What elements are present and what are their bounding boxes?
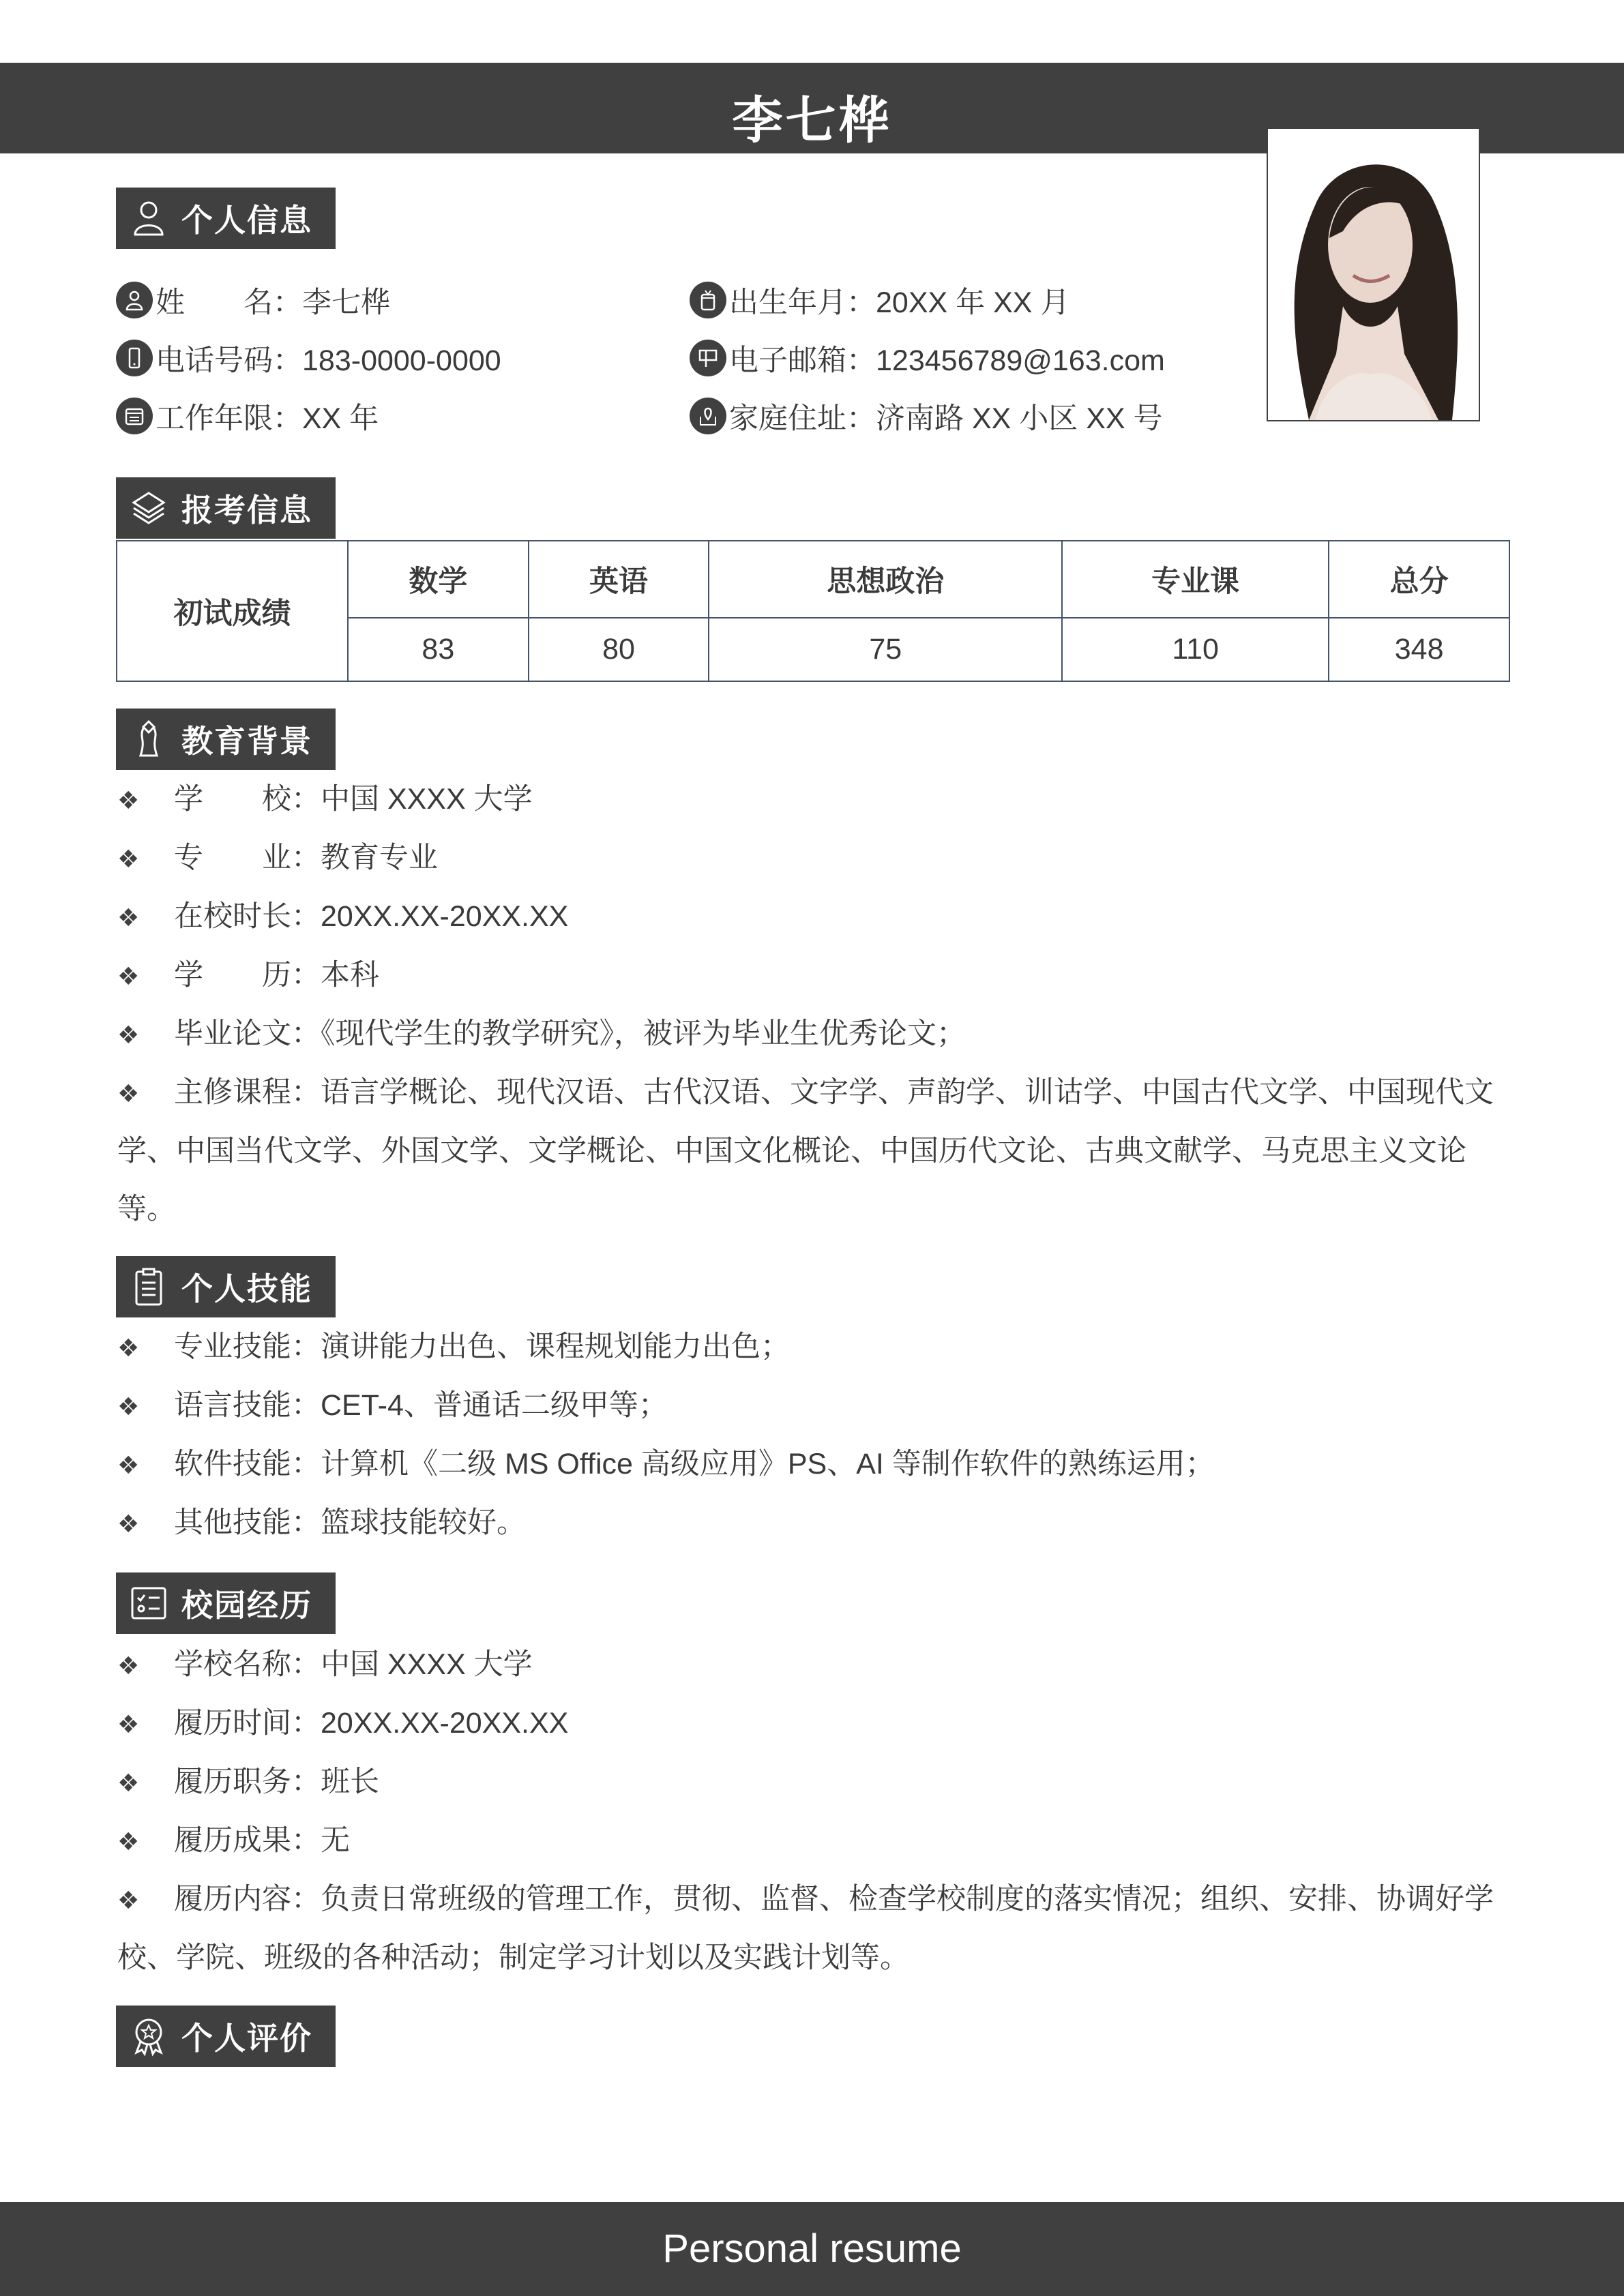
footer-text: Personal resume <box>662 2226 962 2271</box>
resume-name: 李七桦 <box>732 92 892 149</box>
list-item-text: 履历职务：班长 <box>174 1765 379 1798</box>
section-title: 教育背景 <box>181 724 312 759</box>
bullet-icon: ❖ <box>117 1021 140 1049</box>
exam-score-table <box>116 540 1510 682</box>
score-cell: 80 <box>529 618 709 681</box>
award-icon <box>128 2016 169 2057</box>
section-personal-info <box>116 188 336 249</box>
list-item <box>117 829 1502 888</box>
section-evaluation <box>116 2006 336 2067</box>
bullet-icon: ❖ <box>117 962 140 990</box>
checklist-icon <box>128 1583 169 1624</box>
list-item <box>117 946 1502 1005</box>
list-item-text: 专 业：教育专业 <box>174 841 438 874</box>
info-text: 电话号码：183-0000-0000 <box>156 344 501 377</box>
info-text: 家庭住址：济南路 XX 小区 XX 号 <box>729 402 1163 435</box>
list-item <box>117 1636 1502 1695</box>
list-item-text: 学 校：中国 XXXX 大学 <box>174 783 533 816</box>
graduate-icon <box>128 719 169 760</box>
gift-icon <box>690 282 726 318</box>
info-birth <box>690 280 1069 320</box>
list-item <box>117 1064 1502 1238</box>
bullet-icon: ❖ <box>117 1392 140 1420</box>
bullet-icon: ❖ <box>117 1710 140 1738</box>
subject-header: 总分 <box>1329 541 1509 618</box>
list-item-text: 毕业论文：《现代学生的教学研究》，被评为毕业生优秀论文； <box>174 1017 966 1050</box>
footer-bar <box>0 2202 1624 2296</box>
layers-icon <box>128 488 169 528</box>
list-item <box>117 1695 1502 1753</box>
list-item <box>117 1753 1502 1812</box>
section-title: 个人评价 <box>181 2021 312 2056</box>
section-exam-info <box>116 477 336 539</box>
list-item <box>117 1812 1502 1870</box>
info-text: 工作年限：XX 年 <box>156 402 379 435</box>
list-item-text: 软件技能：计算机《二级 MS Office 高级应用》PS、AI 等制作软件的熟练运用； <box>174 1448 1215 1480</box>
info-address <box>690 396 1163 436</box>
section-skills <box>116 1256 336 1317</box>
bullet-icon: ❖ <box>117 845 140 873</box>
list-item <box>117 1318 1502 1377</box>
info-work-years <box>116 396 379 436</box>
bullet-icon: ❖ <box>117 1451 140 1479</box>
score-cell: 83 <box>348 618 529 681</box>
list-item <box>117 771 1502 829</box>
score-cell: 348 <box>1329 618 1509 681</box>
info-text: 电子邮箱：123456789@163.com <box>729 344 1165 377</box>
list-item-text: 学 历：本科 <box>174 959 379 992</box>
list-item-text: 专业技能：演讲能力出色、课程规划能力出色； <box>174 1330 790 1363</box>
bullet-icon: ❖ <box>117 1334 140 1362</box>
bullet-icon: ❖ <box>117 1079 140 1107</box>
list-item-text: 其他技能：篮球技能较好。 <box>174 1506 526 1539</box>
user-icon <box>128 198 169 239</box>
info-name <box>116 280 390 320</box>
list-item-text: 主修课程：语言学概论、现代汉语、古代汉语、文字学、声韵学、训诂学、中国古代文学、中国现代文学、中国当代文学、外国文学、文学概论、中国文化概论、中国历代文论、古典文献学、马克思主义文论等。 <box>117 1076 1494 1225</box>
bullet-icon: ❖ <box>117 1828 140 1855</box>
info-phone <box>116 338 501 378</box>
section-title: 报考信息 <box>181 492 312 528</box>
list-item <box>117 1005 1502 1064</box>
list-item-text: 学校名称：中国 XXXX 大学 <box>174 1648 533 1681</box>
info-text: 出生年月：20XX 年 XX 月 <box>729 286 1070 319</box>
bullet-icon: ❖ <box>117 1510 140 1538</box>
profile-photo <box>1267 128 1480 421</box>
score-cell: 75 <box>709 618 1062 681</box>
skills-list <box>117 1318 1502 1553</box>
bullet-icon: ❖ <box>117 904 140 931</box>
section-education <box>116 709 336 770</box>
bullet-icon: ❖ <box>117 786 140 814</box>
row-label: 初试成绩 <box>117 541 348 681</box>
list-item-text: 履历内容：负责日常班级的管理工作，贯彻、监督、检查学校制度的落实情况；组织、安排、协调好学校、学院、班级的各种活动；制定学习计划以及实践计划等。 <box>117 1883 1494 1974</box>
list-item <box>117 888 1502 946</box>
score-cell: 110 <box>1062 618 1329 681</box>
list-item-text: 在校时长：20XX.XX-20XX.XX <box>174 900 569 933</box>
location-icon <box>690 398 726 434</box>
subject-header: 英语 <box>529 541 709 618</box>
education-list <box>117 771 1502 1238</box>
subject-header: 专业课 <box>1062 541 1329 618</box>
section-campus <box>116 1572 336 1634</box>
list-item-text: 履历时间：20XX.XX-20XX.XX <box>174 1707 569 1740</box>
user-icon <box>116 282 153 318</box>
mailbox-icon <box>690 340 726 376</box>
list-item <box>117 1377 1502 1435</box>
table-row <box>117 541 1509 618</box>
calendar-icon <box>116 398 153 434</box>
list-item <box>117 1435 1502 1494</box>
clipboard-icon <box>128 1266 169 1307</box>
subject-header: 数学 <box>348 541 529 618</box>
bullet-icon: ❖ <box>117 1886 140 1914</box>
section-title: 校园经历 <box>181 1587 312 1623</box>
list-item-text: 语言技能：CET-4、普通话二级甲等； <box>174 1389 668 1422</box>
info-text: 姓 名：李七桦 <box>156 286 390 319</box>
list-item <box>117 1870 1502 1987</box>
list-item <box>117 1494 1502 1553</box>
info-email <box>690 338 1165 378</box>
list-item-text: 履历成果：无 <box>174 1824 350 1857</box>
subject-header: 思想政治 <box>709 541 1062 618</box>
campus-list <box>117 1636 1502 1987</box>
section-title: 个人技能 <box>181 1271 312 1307</box>
phone-icon <box>116 340 153 376</box>
bullet-icon: ❖ <box>117 1769 140 1797</box>
bullet-icon: ❖ <box>117 1652 140 1680</box>
section-title: 个人信息 <box>181 203 312 238</box>
